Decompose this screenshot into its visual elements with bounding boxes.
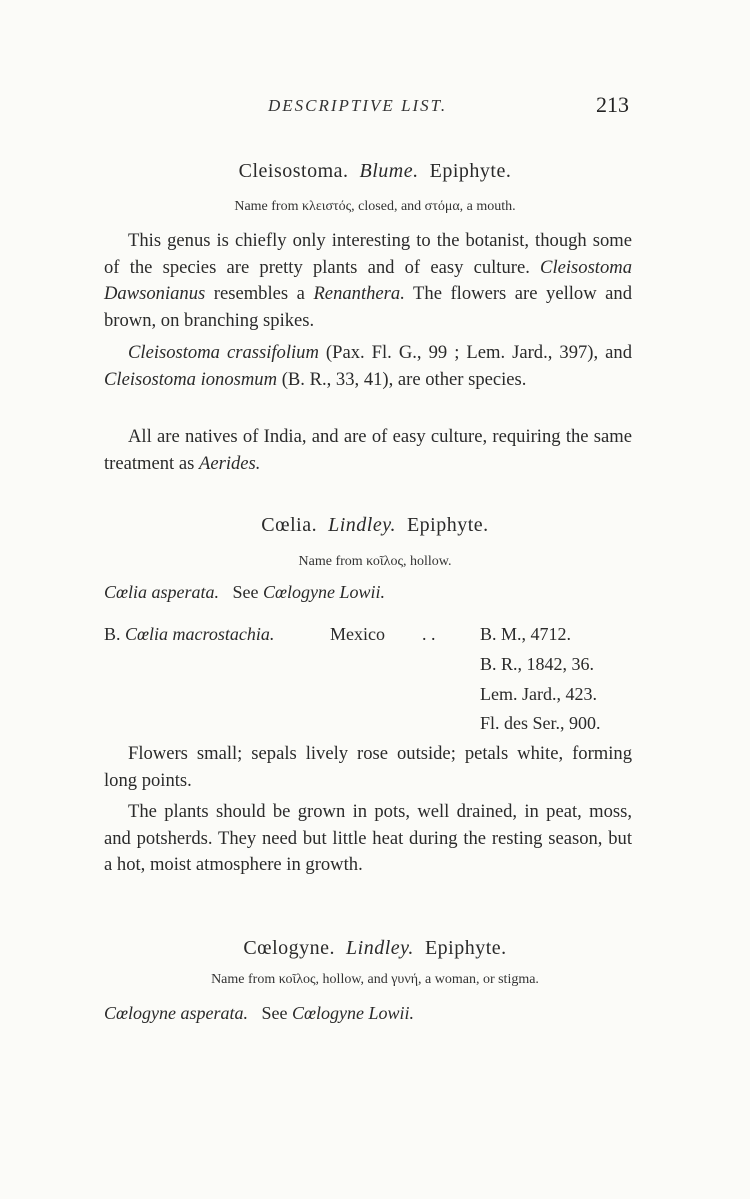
genus-author: Lindley. [328, 514, 396, 536]
paragraph-cleisostoma-species [104, 340, 632, 393]
species-country [330, 624, 385, 645]
genus-name: Cleisostoma. [238, 160, 349, 182]
species-name: Cœlia macrostachia. [125, 624, 275, 644]
text-run: The flowers are yellow and brown, on branching spikes. [104, 283, 633, 331]
genus-author: Lindley. [346, 937, 414, 959]
species-name: Cœlia asperata. [104, 582, 220, 602]
text-run: (Pax. Fl. G., 99 ; Lem. Jard., 397), and [318, 342, 632, 363]
literature-ref: Lem. Jard., 423. [480, 684, 597, 704]
species-name: Cleisostoma crassifolium [128, 342, 319, 363]
leader-dots: . . [422, 624, 436, 644]
genus-name: Cœlia. [261, 514, 318, 536]
literature-ref: Fl. des Ser., 900. [480, 713, 601, 733]
species-name: Cœlogyne Lowii. [292, 1003, 415, 1023]
species-entry-line [104, 624, 274, 645]
cross-reference-coelia [104, 582, 385, 603]
genus-heading-coelogyne [0, 937, 750, 960]
species-name: Cleisostoma Dawsonianus [104, 256, 632, 304]
text-run: All are natives of India, and are of easy culture, requiring the same treatment as [104, 426, 632, 474]
see-word: See [261, 1003, 288, 1023]
literature-ref: B. M., 4712. [480, 624, 572, 644]
paragraph-cleisostoma-intro [104, 228, 632, 334]
cross-reference-coelogyne [104, 1003, 414, 1024]
page-number: 213 [596, 92, 629, 117]
paragraph-coelia-flowers [104, 741, 632, 794]
species-name: Cœlogyne asperata. [104, 1003, 248, 1023]
genus-reference: Aerides. [199, 452, 261, 474]
genus-heading-cleisostoma [0, 160, 750, 183]
genus-author: Blume. [359, 160, 419, 182]
genus-reference: Renanthera. [313, 283, 405, 304]
text-run: resembles a [205, 283, 314, 304]
paragraph-cleisostoma-culture [104, 424, 632, 477]
etymology-cleisostoma: Name from κλειστός, closed, and στόμα, a mouth. [234, 199, 516, 214]
species-name: Cœlogyne Lowii. [263, 582, 386, 602]
genus-habit: Epiphyte. [429, 160, 512, 182]
running-head-title: DESCRIPTIVE LIST. [268, 96, 448, 115]
literature-ref: B. R., 1842, 36. [480, 654, 595, 674]
running-head [0, 92, 750, 126]
entry-mark: B. [104, 624, 121, 644]
see-word: See [232, 582, 259, 602]
country: Mexico [330, 624, 385, 644]
species-name: Cleisostoma ionosmum [104, 368, 278, 390]
etymology-coelogyne: Name from κοῖλος, hollow, and γυνή, a woman, or stigma. [211, 972, 539, 987]
text-run: Flowers small; sepals lively rose outside; petals white, forming long points. [104, 743, 632, 791]
genus-habit: Epiphyte. [406, 514, 489, 536]
genus-habit: Epiphyte. [424, 937, 507, 959]
text-run: The plants should be grown in pots, well drained, in peat, moss, and potsherds. They need but little heat during the resting season, but a hot, moist atmosphere in growth. [104, 801, 632, 875]
text-run: This genus is chiefly only interesting to the botanist, though some of the species are pretty plants and of easy culture. [104, 230, 632, 278]
etymology-coelia: Name from κοῖλος, hollow. [298, 554, 452, 569]
paragraph-coelia-culture [104, 799, 632, 879]
genus-heading-coelia [0, 514, 750, 537]
genus-name: Cœlogyne. [243, 937, 336, 959]
text-run: (B. R., 33, 41), are other species. [277, 368, 527, 390]
